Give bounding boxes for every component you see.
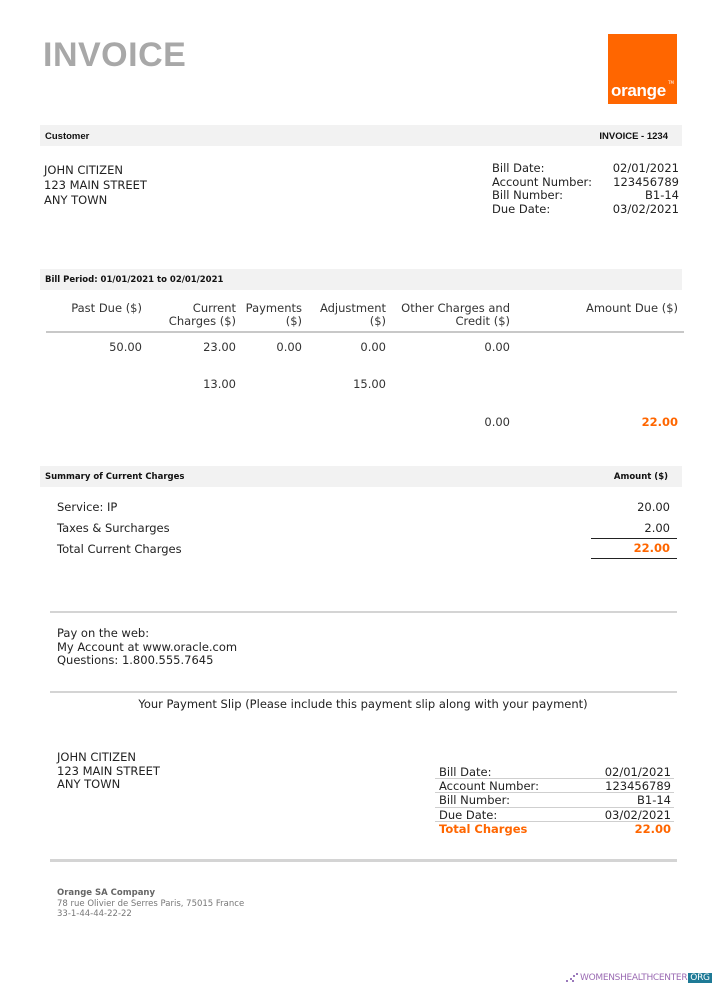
slip-label: Bill Date:: [439, 765, 492, 779]
summary-total-label: Total Current Charges: [57, 541, 182, 556]
divider: [50, 611, 677, 613]
summary-title: Summary of Current Charges: [45, 472, 185, 482]
invoice-number: INVOICE - 1234: [599, 131, 668, 142]
watermark-text: WOMENSHEALTHCENTER: [580, 973, 688, 983]
slip-label: Due Date:: [439, 807, 498, 822]
company-address: 78 rue Olivier de Serres Paris, 75015 France: [57, 898, 245, 909]
cell: [532, 370, 684, 408]
cell: 0.00: [484, 340, 510, 354]
customer-street: 123 MAIN STREET: [44, 178, 147, 192]
cell: 15.00: [353, 377, 386, 391]
col-amount-due: Amount Due ($): [532, 302, 684, 332]
slip-customer-town: ANY TOWN: [57, 777, 121, 791]
cell: [240, 370, 306, 408]
charges-header-row: [46, 302, 684, 332]
bill-number-row: [492, 189, 679, 203]
account-number-value: 123456789: [613, 174, 679, 189]
col-other-charges: Other Charges and Credit ($): [390, 302, 532, 332]
slip-value: 123456789: [605, 779, 671, 794]
table-row: [46, 332, 684, 370]
charges-table: [46, 302, 684, 446]
slip-customer-address: [57, 751, 160, 792]
summary-item-label: Taxes & Surcharges: [57, 520, 170, 535]
slip-customer-street: 123 MAIN STREET: [57, 763, 160, 778]
invoice-title: INVOICE: [43, 36, 187, 74]
summary-item-label: Service: IP: [57, 499, 118, 514]
due-date-row: [492, 203, 679, 217]
summary-amount-header: Amount ($): [613, 472, 668, 482]
cell: [532, 332, 684, 370]
cell: 0.00: [276, 340, 302, 354]
slip-total-row: [435, 822, 674, 836]
slip-label: Account Number:: [439, 779, 539, 794]
customer-label: Customer: [45, 131, 90, 142]
orange-logo: [608, 34, 677, 104]
slip-total-value: 22.00: [634, 821, 671, 836]
slip-value: 03/02/2021: [604, 807, 671, 822]
table-row: [46, 408, 684, 446]
bill-date-value: 02/01/2021: [612, 161, 679, 175]
bill-info: [492, 162, 679, 216]
cell: 13.00: [203, 377, 236, 391]
bill-period-bar: [40, 269, 682, 290]
due-date-value: 03/02/2021: [612, 201, 679, 216]
trademark-mark: TM: [668, 80, 674, 85]
pay-account-link: My Account at www.oracle.com: [57, 639, 238, 654]
cell: 23.00: [203, 340, 236, 354]
cell: 0.00: [360, 340, 386, 354]
customer-address: [44, 163, 147, 208]
col-adjustment: Adjustment ($): [306, 302, 390, 332]
customer-name: JOHN CITIZEN: [44, 163, 123, 177]
company-phone: 33-1-44-44-22-22: [57, 909, 132, 919]
amount-due-total: 22.00: [641, 415, 678, 429]
customer-bar: [40, 125, 682, 146]
summary-total: [57, 538, 677, 559]
summary-item: [57, 517, 677, 538]
cell: 0.00: [484, 415, 510, 429]
cell: [46, 370, 146, 408]
cell: [390, 370, 532, 408]
bill-date-row: [492, 162, 679, 176]
table-row: [46, 370, 684, 408]
watermark-badge: ORG: [690, 973, 710, 983]
slip-details: [435, 765, 674, 836]
bill-period-label: Bill Period: 01/01/2021 to 02/01/2021: [45, 275, 224, 285]
summary-bar: [40, 466, 682, 487]
cell: [146, 408, 240, 446]
slip-bill-number-row: [435, 793, 674, 807]
slip-account-number-row: [435, 779, 674, 793]
bill-date-label: Bill Date:: [492, 161, 545, 175]
slip-label: Bill Number:: [439, 793, 510, 808]
slip-value: 02/01/2021: [604, 765, 671, 779]
slip-due-date-row: [435, 808, 674, 822]
dots-icon: [566, 973, 578, 983]
slip-total-label: Total Charges: [439, 821, 528, 836]
divider: [50, 691, 677, 693]
pay-questions-phone: Questions: 1.800.555.7645: [57, 653, 214, 667]
cell: [240, 408, 306, 446]
divider: [50, 859, 677, 862]
cell: [46, 408, 146, 446]
due-date-label: Due Date:: [492, 201, 551, 216]
summary-item-amount: 20.00: [637, 499, 670, 514]
bill-number-label: Bill Number:: [492, 188, 563, 202]
cell: [306, 408, 390, 446]
account-number-label: Account Number:: [492, 174, 592, 189]
slip-customer-name: JOHN CITIZEN: [57, 750, 136, 764]
slip-bill-date-row: [435, 765, 674, 779]
summary-item: [57, 496, 677, 517]
watermark: [566, 973, 712, 983]
summary-total-amount: 22.00: [591, 538, 677, 559]
logo-text: orange: [611, 81, 666, 100]
slip-value: B1-14: [637, 793, 671, 808]
summary-item-amount: 2.00: [644, 520, 670, 535]
pay-web-label: Pay on the web:: [57, 626, 150, 640]
summary-list: [57, 496, 677, 559]
cell: 50.00: [109, 340, 142, 354]
company-footer: [57, 888, 244, 920]
col-payments: Payments ($): [240, 302, 306, 332]
company-name: Orange SA Company: [57, 888, 156, 898]
col-current-charges: Current Charges ($): [146, 302, 240, 332]
payment-slip-title: Your Payment Slip (Please include this payment slip along with your payment): [138, 697, 588, 711]
customer-town: ANY TOWN: [44, 193, 108, 207]
account-number-row: [492, 176, 679, 190]
bill-number-value: B1-14: [645, 188, 679, 202]
col-past-due: Past Due ($): [46, 302, 146, 332]
payment-info: [57, 627, 237, 668]
